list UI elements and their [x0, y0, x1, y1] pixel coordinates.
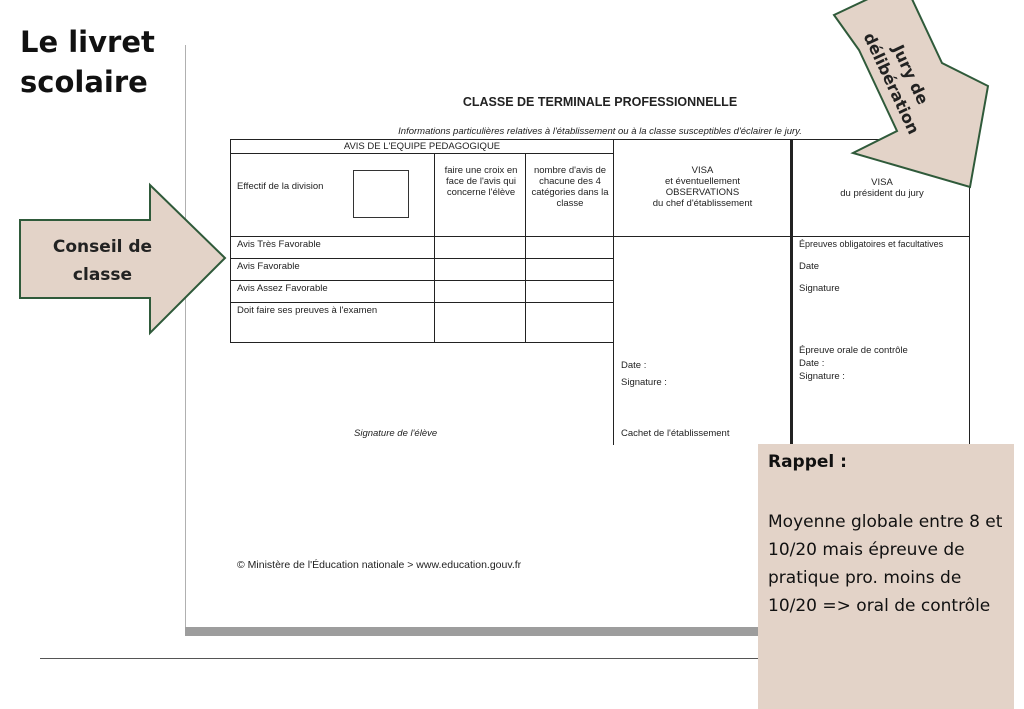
col-line: [525, 153, 526, 343]
avis-row-label: Avis Très Favorable: [237, 239, 321, 250]
col-visa-jury-header: VISA du président du jury: [840, 177, 924, 199]
document-subtitle: Informations particulières relatives à l'établissement ou à la classe susceptibles d'éclairer le jury.: [398, 126, 802, 137]
jury-epreuves: Épreuves obligatoires et facultatives: [799, 239, 944, 249]
slide-divider: [40, 658, 760, 659]
table-left-line: [230, 139, 231, 343]
effectif-box: [353, 170, 409, 218]
row-line: [230, 280, 614, 281]
avis-row-label: Avis Favorable: [237, 261, 300, 272]
cachet-etablissement: Cachet de l'établissement: [621, 428, 730, 439]
jury-date: Date: [799, 261, 820, 272]
col-line: [613, 139, 614, 445]
jury-label: Jury de délibération: [859, 29, 933, 138]
conseil-label: Conseil de classe: [52, 237, 153, 285]
table-header-bottom-line: [230, 236, 970, 237]
col-croix-header: faire une croix en face de l'avis qui concerne l'élève: [444, 165, 518, 198]
signature-eleve: Signature de l'élève: [354, 428, 438, 439]
equipe-header: AVIS DE L'EQUIPE PEDAGOGIQUE: [343, 141, 501, 152]
effectif-label: Effectif de la division: [237, 181, 324, 192]
row-line: [230, 258, 614, 259]
document-title: CLASSE DE TERMINALE PROFESSIONNELLE: [462, 95, 738, 109]
col-visa-chef-header: VISA et éventuellement OBSERVATIONS du chef d'établissement: [652, 165, 753, 209]
table-header-line: [230, 153, 614, 154]
col-thick-line: [790, 139, 793, 445]
avis-row-label: Doit faire ses preuves à l'examen: [237, 305, 378, 316]
row-line: [230, 342, 614, 343]
rappel-body: Moyenne globale entre 8 et 10/20 mais épreuve de pratique pro. moins de 10/20 => oral de contrôle: [768, 512, 1003, 616]
document-footer: © Ministère de l'Éducation nationale > www.education.gouv.fr: [237, 559, 522, 571]
chef-date-signature: Date : Signature :: [621, 360, 667, 388]
rappel-title: Rappel :: [768, 452, 847, 472]
col-nombre-header: nombre d'avis de chacune des 4 catégories dans la classe: [531, 165, 609, 209]
document-page-shadow: [185, 627, 765, 636]
col-line: [434, 153, 435, 343]
avis-row-label: Avis Assez Favorable: [237, 283, 328, 294]
jury-orale: Épreuve orale de contrôle Date : Signature :: [799, 345, 908, 382]
jury-signature: Signature: [799, 283, 840, 294]
row-line: [230, 302, 614, 303]
slide-title: Le livret scolaire: [20, 25, 155, 99]
